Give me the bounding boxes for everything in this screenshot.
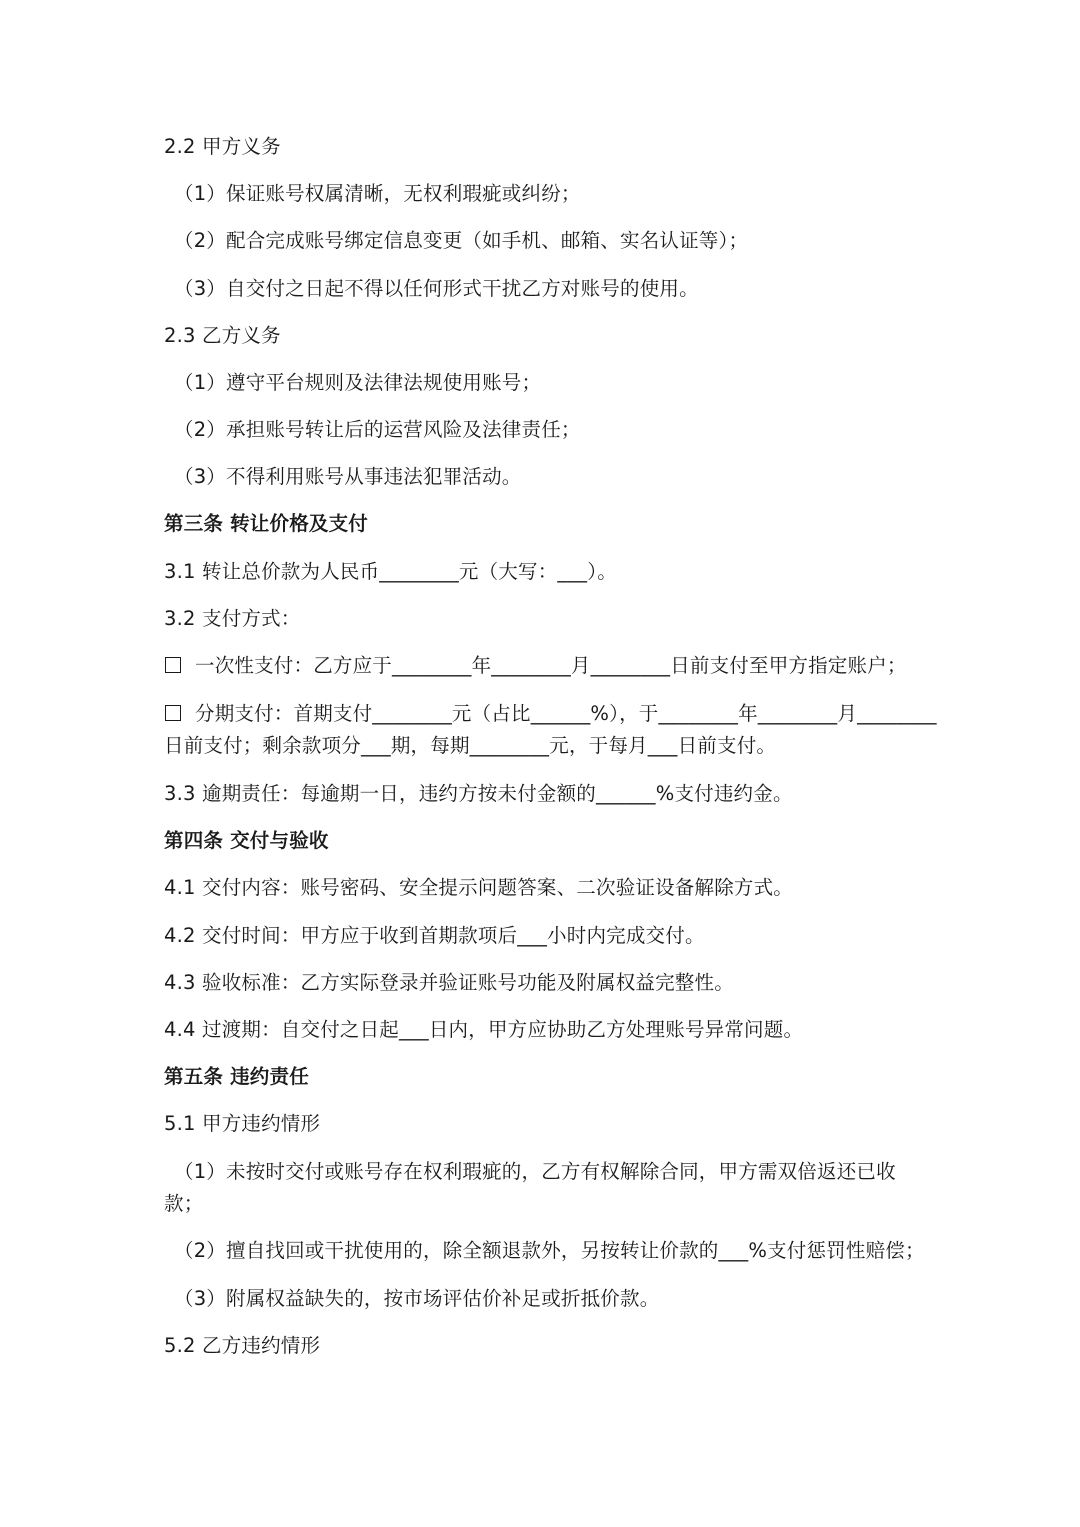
clause-2-3-1: （1）遵守平台规则及法律法规使用账号； [174, 371, 542, 394]
lump-sum-checkbox[interactable] [165, 657, 181, 673]
section-2-2-heading: 2.2 甲方义务 [164, 135, 281, 158]
clause-4-1: 4.1 交付内容：账号密码、安全提示问题答案、二次验证设备解除方式。 [164, 876, 794, 899]
installment-text: 分期支付：首期支付________元（占比______%），于________年________月________ [195, 702, 937, 725]
clause-3-1: 3.1 转让总价款为人民币________元（大写：___）。 [164, 560, 617, 583]
clause-2-2-2: （2）配合完成账号绑定信息变更（如手机、邮箱、实名认证等）； [174, 229, 749, 252]
payment-option-installment [164, 698, 937, 730]
article-3-heading: 第三条 转让价格及支付 [164, 512, 368, 535]
clause-4-3: 4.3 验收标准：乙方实际登录并验证账号功能及附属权益完整性。 [164, 971, 734, 994]
clause-2-2-1: （1）保证账号权属清晰，无权利瑕疵或纠纷； [174, 182, 581, 205]
clause-5-1-1-continued: 款； [164, 1192, 204, 1215]
clause-4-4: 4.4 过渡期：自交付之日起___日内，甲方应协助乙方处理账号异常问题。 [164, 1018, 804, 1041]
section-2-3-heading: 2.3 乙方义务 [164, 324, 281, 347]
clause-2-2-3: （3）自交付之日起不得以任何形式干扰乙方对账号的使用。 [174, 277, 699, 300]
section-5-2-heading: 5.2 乙方违约情形 [164, 1334, 321, 1357]
clause-5-1-2: （2）擅自找回或干扰使用的，除全额退款外，另按转让价款的___%支付惩罚性赔偿； [174, 1239, 925, 1262]
section-5-1-heading: 5.1 甲方违约情形 [164, 1112, 321, 1135]
clause-2-3-3: （3）不得利用账号从事违法犯罪活动。 [174, 465, 522, 488]
article-4-heading: 第四条 交付与验收 [164, 829, 329, 852]
lump-sum-text: 一次性支付：乙方应于________年________月________日前支付至甲方指定账户； [195, 654, 907, 677]
clause-2-3-2: （2）承担账号转让后的运营风险及法律责任； [174, 418, 581, 441]
clause-4-2: 4.2 交付时间：甲方应于收到首期款项后___小时内完成交付。 [164, 924, 705, 947]
article-5-heading: 第五条 违约责任 [164, 1065, 309, 1088]
payment-option-lump-sum [164, 650, 914, 682]
installment-text-continued: 日前支付；剩余款项分___期，每期________元，于每月___日前支付。 [164, 734, 777, 757]
installment-checkbox[interactable] [165, 705, 181, 721]
clause-5-1-3: （3）附属权益缺失的，按市场评估价补足或折抵价款。 [174, 1287, 660, 1310]
clause-3-2: 3.2 支付方式： [164, 607, 301, 630]
clause-3-3: 3.3 逾期责任：每逾期一日，违约方按未付金额的______%支付违约金。 [164, 782, 793, 805]
clause-5-1-1: （1）未按时交付或账号存在权利瑕疵的，乙方有权解除合同，甲方需双倍返还已收 [174, 1160, 896, 1183]
